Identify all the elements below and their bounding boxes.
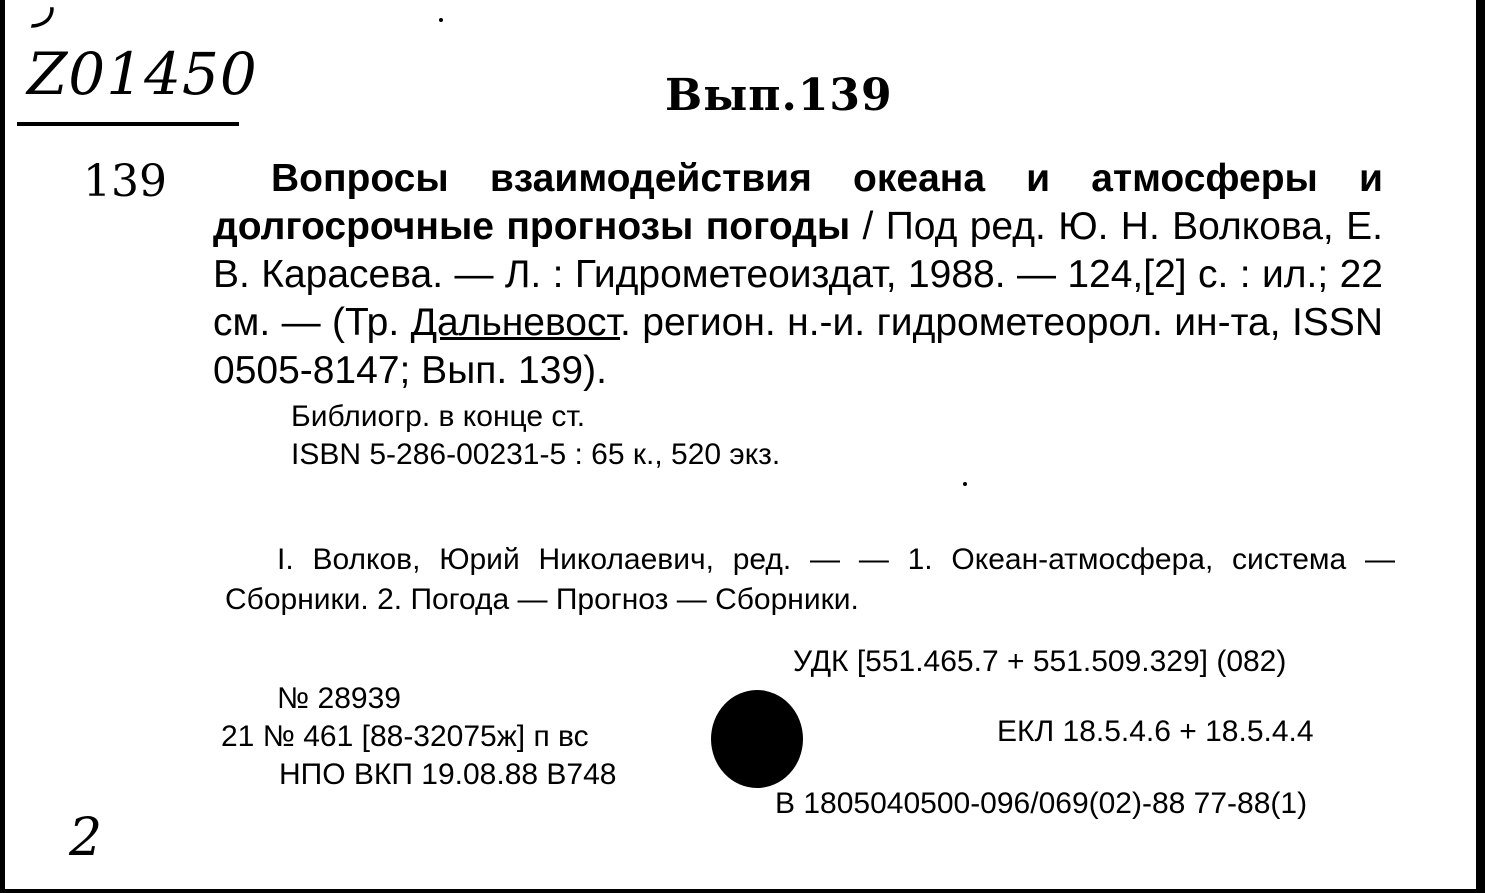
notes-block — [291, 398, 780, 474]
issue-header: Вып.139 — [665, 70, 893, 121]
tracings: I. Волков, Юрий Николаевич, ред. — — 1. Океан-атмосфера, система — Сборники. 2. Погода — Прогноз — Сборники. — [225, 543, 1395, 616]
call-number: Z01450 — [27, 40, 258, 108]
punch-hole — [711, 690, 803, 788]
publisher-code: В 1805040500-096/069(02)-88 77-88(1) — [775, 787, 1308, 820]
bibliography-note: Библиогр. в конце ст. — [291, 400, 586, 433]
shelf-number: 139 — [83, 156, 167, 207]
call-number-underline — [17, 122, 239, 126]
print-speck — [439, 18, 443, 22]
book-title: Вопросы взаимодействия океана и атмосферы и долгосрочные прогнозы погоды — [213, 157, 1383, 248]
control-numbers — [221, 680, 616, 794]
series-statement: . регион. н.-и. гидрометеорол. ин-та, ISSN 0505-8147; Вып. 139). — [213, 301, 1383, 392]
handwritten-mark: 2 — [69, 808, 103, 868]
control-line: 21 № 461 [88-32075ж] п вс — [221, 720, 589, 753]
control-line: НПО ВКП 19.08.88 В748 — [279, 758, 617, 791]
bibliographic-description — [213, 155, 1383, 395]
series-underlined-word: Дальневост — [410, 301, 621, 344]
control-line: № 28939 — [277, 682, 401, 715]
print-speck — [963, 482, 967, 486]
isbn-price-note: ISBN 5-286-00231-5 : 65 к., 520 экз. — [291, 438, 781, 471]
udk-classification: УДК [551.465.7 + 551.509.329] (082) — [793, 645, 1287, 678]
ekl-classification: ЕКЛ 18.5.4.6 + 18.5.4.4 — [997, 715, 1314, 748]
responsibility-statement: / Под ред. Ю. Н. Волкова, Е. В. Карасева. — Л. : Гидрометеоиздат, 1988. — 124,[2] с. : ил.; 22 см. — (Тр. — [213, 205, 1383, 344]
handwritten-stroke: ر — [35, 0, 55, 28]
